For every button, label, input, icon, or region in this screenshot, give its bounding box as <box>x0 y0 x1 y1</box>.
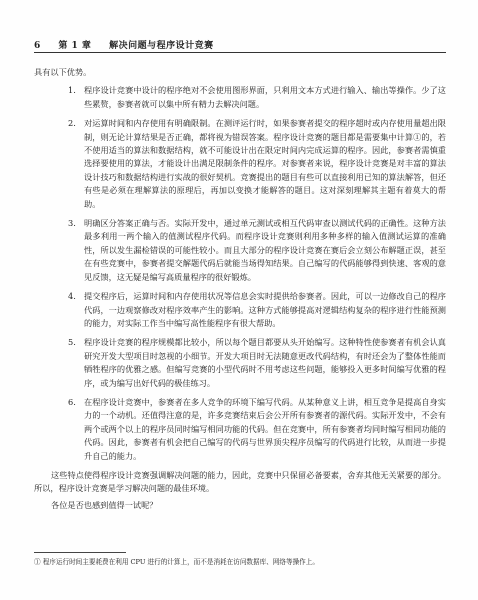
list-item <box>34 336 446 390</box>
list-item-text: 明确区分答案正确与否。实际开发中，通过单元测试或相互代码审查以测试代码的正确性。这种方法最多利用一两个输入的值测试程序代码。而程序设计竞赛则利用多种多样的输入值测试运算的准确性，所以发生漏检错误的可能性较小。而且大部分的程序设计竞赛在赛后会立刻公布解题正误，甚至在有些竞赛中，参赛者提交解题代码后就能当场得知结果。自己编写的代码能够得到快速、客观的意见反馈，这无疑是编写高质量程序的很好锻炼。 <box>84 218 446 282</box>
list-item-number: 1. <box>68 85 76 96</box>
list-item-text: 在程序设计竞赛中，参赛者在多人竞争的环境下编写代码。从某种意义上讲，相互竞争是提高自身实力的一个动机。还值得注意的是，许多竞赛结束后会公开所有参赛者的源代码。实际开发中，不会有两个或两个以上的程序员同时编写相同功能的代码。但在竞赛中，所有参赛者均同时编写相同功能的代码。因此，参赛者有机会把自己编写的代码与世界顶尖程序员编写的代码进行比较，从而进一步提升自己的能力。 <box>84 396 446 461</box>
advantages-list <box>34 84 446 463</box>
list-item-number: 5. <box>68 337 76 348</box>
list-item <box>34 117 446 211</box>
list-item-number: 6. <box>68 396 76 407</box>
footnote: ① 程序运行时间主要耗费在利用 CPU 进行的计算上，而不是消耗在访问数据库、网络等操作上。 <box>34 558 319 566</box>
list-item-number: 2. <box>68 118 76 129</box>
list-item-text: 程序设计竞赛中设计的程序绝对不会使用图形界面，只利用文本方式进行输入、输出等操作。少了这些累赘，参赛者就可以集中所有精力去解决问题。 <box>84 85 446 109</box>
list-item <box>34 84 446 111</box>
list-item <box>34 290 446 330</box>
running-head <box>34 38 446 51</box>
body-text <box>34 66 446 512</box>
intro-paragraph: 具有以下优势。 <box>34 67 92 77</box>
list-item-text: 提交程序后，运算时间和内存使用状况等信息会实时提供给参赛者。因此，可以一边修改自己的程序代码，一边观察修改对程序效率产生的影响。这种方式能够提高对逻辑结构复杂的程序进行性能预测的能力，对实际工作当中编写高性能程序有很大帮助。 <box>84 291 446 328</box>
list-item <box>34 396 446 463</box>
question-paragraph: 各位是否也感到值得一试呢？ <box>51 499 158 510</box>
list-item-number: 4. <box>68 291 76 302</box>
page-number: 6 <box>34 41 41 51</box>
footnote-rule <box>34 552 126 553</box>
list-item-number: 3. <box>68 218 76 229</box>
list-item-text: 对运算时间和内存使用有明确限制。在测评运行时，如果参赛者提交的程序超时或内存使用量超出限制，则无论计算结果是否正确，都将视为错误答案。程序设计竞赛的题目都是需要集中计算①的，若不使用适当的算法和数据结构，就不可能设计出在限定时间内完成运算的程序。因此，参赛者需慎重选择要使用的算法，才能设计出满足限制条件的程序。对参赛者来说，程序设计竞赛是对丰富的算法设计技巧和数据结构进行实战的很好契机。竞赛提出的题目有些可以直接利用已知的算法解答，但还有些是必须在理解算法的原理后，再加以变换才能解答的题目。这对深刻理解其主题有着莫大的帮助。 <box>84 118 446 209</box>
list-item-text: 程序设计竞赛的程序规模都比较小，所以每个题目都要从头开始编写。这种特性使参赛者有机会认真研究开发大型项目时忽视的小细节。开发大项目时无法随意更改代码结构，有时还会为了整体性能而牺牲程序的优雅之感。但编写竞赛的小型代码时不用考虑这些问题，能够投入更多时间编写优雅的程序，或为编写出好代码的极佳练习。 <box>84 337 446 388</box>
list-item <box>34 217 446 284</box>
chapter-label: 第 1 章 <box>58 41 92 51</box>
conclusion-paragraph: 这些特点使得程序设计竞赛强调解决问题的能力，因此，竞赛中只保留必备要素，舍弃其他无关紧要的部分。所以，程序设计竞赛是学习解决问题的最佳环境。 <box>34 469 446 494</box>
header-rule <box>34 52 446 53</box>
chapter-title: 解决问题与程序设计竞赛 <box>109 41 214 51</box>
